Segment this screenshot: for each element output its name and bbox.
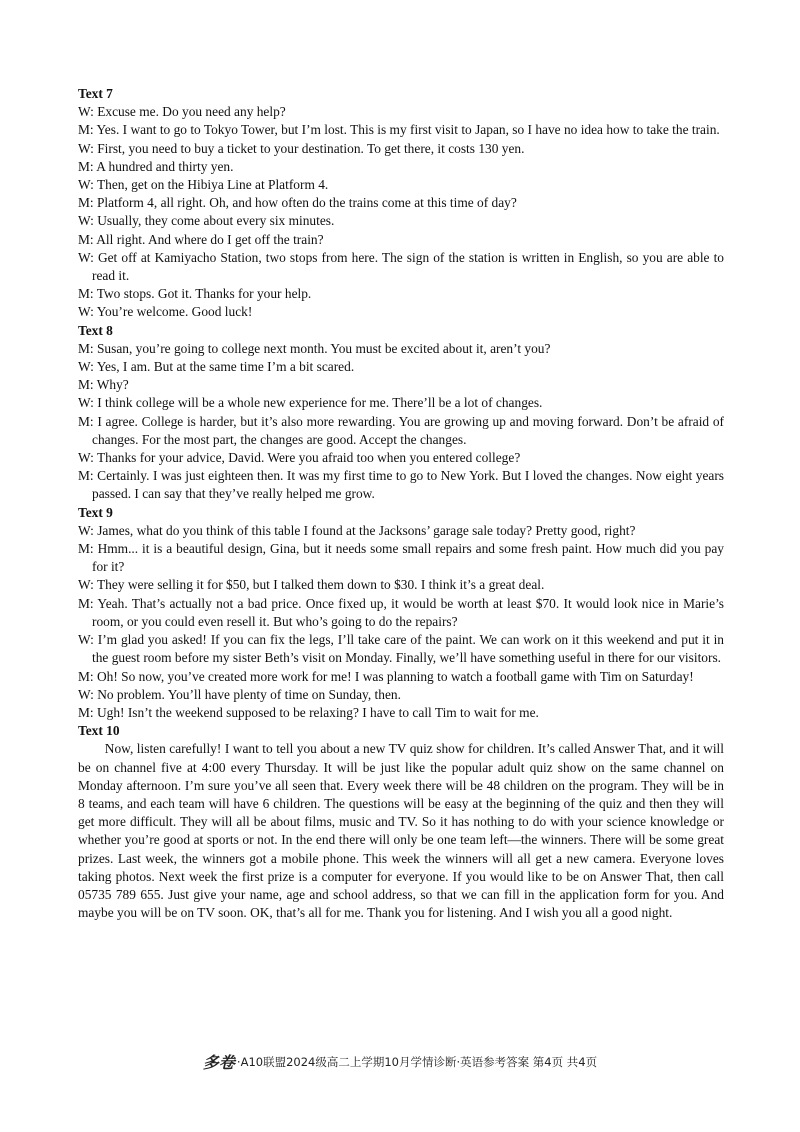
dialog-line: M: Susan, you’re going to college next month. You must be excited about it, aren’t you? <box>78 340 551 356</box>
page-footer <box>0 1050 800 1073</box>
monologue-paragraph: Now, listen carefully! I want to tell you about a new TV quiz show for children. It’s called Answer That, and it will be on channel five at 4:00 every Thursday. It will be just like the popular adult quiz show on the same channel on Monday afternoon. I’m sure you’ve all seen that. Every week there will be 48 children on the program. They will be in 8 teams, and each team will have 6 children. The questions will be easy at the beginning of the quiz and then they will get more difficult. They will all be about films, music and TV. So it has nothing to do with your science knowledge or whether you’re good at sports or not. In the end there will only be one team left—the winners. There will be some great prizes. Last week, the winners got a mobile phone. This week the winners will all get a new camera. Everyone loves taking photos. Next week the first prize is a computer for everyone. If you would like to be on Answer That, then call 05735 789 655. Just give your name, age and school address, so that we can fill in the application form for you. And maybe you will be on TV soon. OK, that’s all for me. Thank you for listening. And I wish you all a good night. <box>78 741 724 921</box>
dialog-line: M: All right. And where do I get off the train? <box>78 231 324 247</box>
dialog-line: W: I’m glad you asked! If you can fix the legs, I’ll take care of the paint. We can work on it this weekend and put it in the guest room before my sister Beth’s visit on Monday. Finally, we’ll have something useful in there for our visitors. <box>78 632 724 666</box>
dialog-line: M: Ugh! Isn’t the weekend supposed to be relaxing? I have to call Tim to wait for me. <box>78 704 539 720</box>
section-title: Text 9 <box>78 504 113 520</box>
dialog-line: W: James, what do you think of this table I found at the Jacksons’ garage sale today? Pretty good, right? <box>78 522 636 538</box>
logo-icon: 多卷 <box>202 1053 235 1072</box>
dialog-line: W: Excuse me. Do you need any help? <box>78 104 286 120</box>
dialog-line: W: Thanks for your advice, David. Were you afraid too when you entered college? <box>78 450 521 466</box>
footer-text: ·A10联盟2024级高二上学期10月学情诊断·英语参考答案 第4页 共4页 <box>236 1055 598 1069</box>
dialog-line: W: Yes, I am. But at the same time I’m a bit scared. <box>78 359 355 375</box>
dialog-line: M: A hundred and thirty yen. <box>78 158 234 174</box>
dialog-line: M: Why? <box>78 377 129 393</box>
section-title: Text 8 <box>78 322 113 338</box>
dialog-line: W: They were selling it for $50, but I talked them down to $30. I think it’s a great deal. <box>78 577 545 593</box>
dialog-line: W: You’re welcome. Good luck! <box>78 304 253 320</box>
dialog-line: M: Platform 4, all right. Oh, and how often do the trains come at this time of day? <box>78 195 517 211</box>
dialog-line: W: Then, get on the Hibiya Line at Platform 4. <box>78 177 329 193</box>
dialog-line: W: Get off at Kamiyacho Station, two stops from here. The sign of the station is written in English, so you are able to read it. <box>78 249 724 284</box>
dialog-line: M: Two stops. Got it. Thanks for your help. <box>78 286 312 302</box>
dialog-line: M: Yeah. That’s actually not a bad price. Once fixed up, it would be worth at least $70. It would look nice in Marie’s room, or you could even resell it. But who’s going to do the repairs? <box>78 595 724 629</box>
dialog-line: M: Oh! So now, you’ve created more work for me! I was planning to watch a football game with Tim on Saturday! <box>78 668 694 684</box>
dialog-line: W: I think college will be a whole new experience for me. There’ll be a lot of changes. <box>78 395 543 411</box>
section-title: Text 10 <box>78 723 120 739</box>
dialog-line: W: First, you need to buy a ticket to your destination. To get there, it costs 130 yen. <box>78 140 525 156</box>
text-7-section <box>78 85 724 322</box>
text-8-section <box>78 322 724 504</box>
text-10-section <box>78 722 724 922</box>
section-title: Text 7 <box>78 86 113 101</box>
transcript-content <box>78 85 724 922</box>
dialog-line: M: Hmm... it is a beautiful design, Gina, but it needs some small repairs and some fresh paint. How much did you pay for it? <box>78 541 724 575</box>
dialog-line: M: I agree. College is harder, but it’s also more rewarding. You are growing up and moving forward. Don’t be afraid of changes. For the most part, the changes are good. Accept the changes. <box>78 413 724 447</box>
dialog-line: M: Yes. I want to go to Tokyo Tower, but I’m lost. This is my first visit to Japan, so I have no idea how to take the train. <box>78 122 720 138</box>
dialog-line: W: No problem. You’ll have plenty of time on Sunday, then. <box>78 686 401 702</box>
text-9-section <box>78 504 724 722</box>
dialog-line: W: Usually, they come about every six minutes. <box>78 213 335 229</box>
dialog-line: M: Certainly. I was just eighteen then. It was my first time to go to New York. But I loved the changes. Now eight years passed. I can say that they’ve really helped me grow. <box>78 468 724 502</box>
